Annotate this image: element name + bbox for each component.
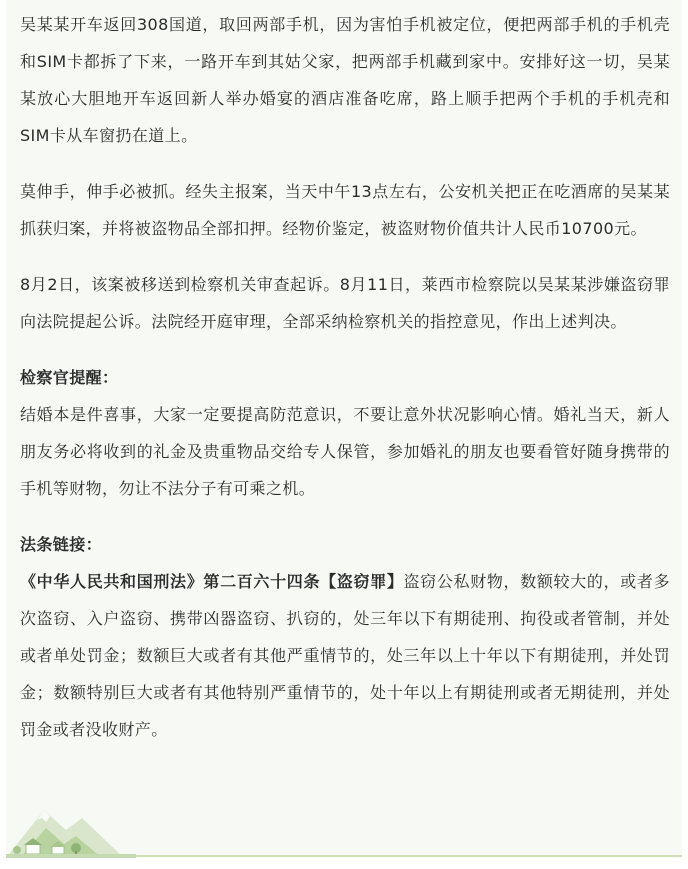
law-title: 《中华人民共和国刑法》第二百六十四条【盗窃罪】	[20, 572, 404, 591]
tree-icon-2	[13, 846, 21, 854]
village-mountain-illustration	[6, 800, 136, 858]
paragraph-prosecution: 8月2日，该案被移送到检察机关审查起诉。8月11日，莱西市检察院以吴某某涉嫌盗窃罪向法院提起公诉。法院经开庭审理，全部采纳检察机关的指控意见，作出上述判决。	[20, 275, 670, 331]
reminder-body: 结婚本是件喜事，大家一定要提高防范意识，不要让意外状况影响心情。婚礼当天，新人朋友务必将收到的礼金及贵重物品交给专人保管，参加婚礼的朋友也要看管好随身携带的手机等财物，勿让不法分子有可乘之机。	[20, 405, 670, 498]
house-icon	[26, 844, 40, 854]
reminder-heading: 检察官提醒：	[20, 368, 119, 387]
law-paragraph	[20, 563, 670, 748]
house-icon-2	[52, 846, 64, 854]
law-heading: 法条链接：	[20, 535, 103, 554]
article-content	[20, 6, 670, 767]
law-body: 盗窃公私财物，数额较大的，或者多次盗窃、入户盗窃、携带凶器盗窃、扒窃的，处三年以下有期徒刑、拘役或者管制，并处或者单处罚金；数额巨大或者有其他严重情节的，处三年以上十年以下有期徒刑，并处罚金；数额特别巨大或者有其他特别严重情节的，处十年以上有期徒刑或者无期徒刑，并处罚金或者没收财产。	[20, 572, 671, 739]
ground-strip	[6, 854, 136, 858]
paragraph-escape: 吴某某开车返回308国道，取回两部手机，因为害怕手机被定位，便把两部手机的手机壳和SIM卡都拆了下来，一路开车到其姑父家，把两部手机藏到家中。安排好这一切，吴某某放心大胆地开车返回新人举办婚宴的酒店准备吃席，路上顺手把两个手机的手机壳和SIM卡从车窗扔在道上。	[20, 15, 670, 145]
article-card	[6, 0, 682, 858]
paragraph-arrest: 莫伸手，伸手必被抓。经失主报案，当天中午13点左右，公安机关把正在吃酒席的吴某某抓获归案，并将被盗物品全部扣押。经物价鉴定，被盗财物价值共计人民币10700元。	[20, 182, 670, 238]
